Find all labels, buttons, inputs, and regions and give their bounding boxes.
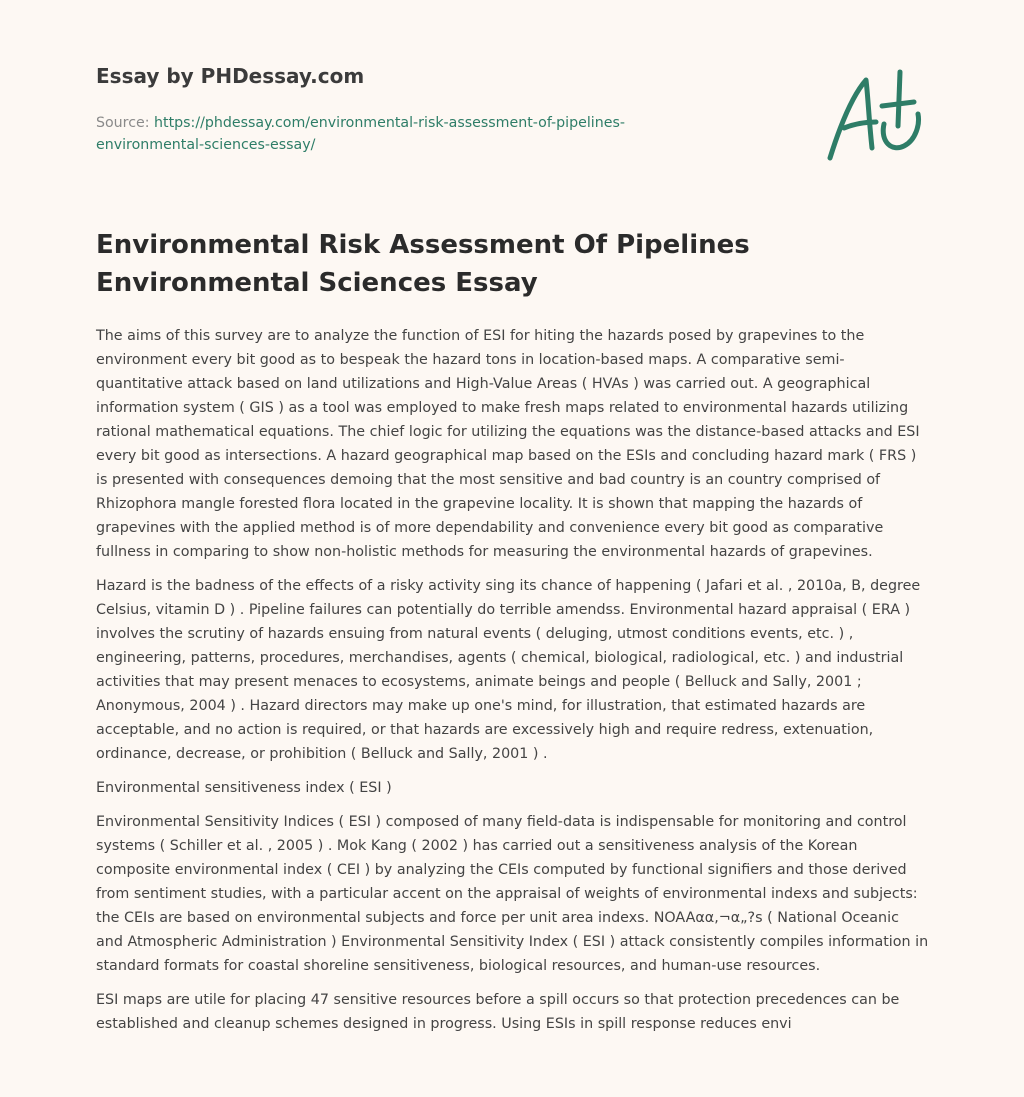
essay-title: Environmental Risk Assessment Of Pipelines Environmental Sciences Essay bbox=[96, 230, 750, 298]
paragraph-4: ESI maps are utile for placing 47 sensitive resources before a spill occurs so that protection precedences can be established and cleanup schemes designed in progress. Using ESIs in spill response reduces envi bbox=[96, 992, 900, 1032]
site-title: Essay by PHDessay.com bbox=[96, 64, 365, 88]
source-line bbox=[96, 112, 716, 156]
a-plus-logo-icon bbox=[822, 66, 932, 166]
source-label: Source: bbox=[96, 115, 155, 131]
paragraph-3: Environmental Sensitivity Indices ( ESI ) composed of many field-data is indispensable for monitoring and control systems ( Schiller et al. , 2005 ) . Mok Kang ( 2002 ) has carried out a sensitiveness analysis of the Korean composite environmental index ( CEI ) by analyzing the CEIs computed by functional signifiers and those derived from sentiment studies, with a particular accent on the appraisal of weights of environmental indexs and subjects: the CEIs are based on environmental subjects and force per unit area indexs. NOAAαα,¬α„?s ( National Oceanic and Atmospheric Administration ) Environmental Sensitivity Index ( ESI ) attack consistently compiles information in standard formats for coastal shoreline sensitiveness, biological resources, and human-use resources. bbox=[96, 814, 929, 974]
essay-body bbox=[96, 324, 930, 1046]
paragraph-2: Hazard is the badness of the effects of a risky activity sing its chance of happening ( Jafari et al. , 2010a, B, degree Celsius, vitamin D ) . Pipeline failures can potentially do terrible amendss. Environmental hazard appraisal ( ERA ) involves the scrutiny of hazards ensuing from natural events ( deluging, utmost conditions events, etc. ) , engineering, patterns, procedures, merchandises, agents ( chemical, biological, radiological, etc. ) and industrial activities that may present menaces to ecosystems, animate beings and people ( Belluck and Sally, 2001 ; Anonymous, 2004 ) . Hazard directors may make up one's mind, for illustration, that estimated hazards are acceptable, and no action is required, or that hazards are excessively high and require redress, extenuation, ordinance, decrease, or prohibition ( Belluck and Sally, 2001 ) . bbox=[96, 578, 921, 762]
section-heading: Environmental sensitiveness index ( ESI ) bbox=[96, 780, 392, 796]
source-link[interactable]: https://phdessay.com/environmental-risk-assessment-of-pipelines-environmental-sciences-essay/ bbox=[96, 115, 625, 153]
paragraph-1: The aims of this survey are to analyze the function of ESI for hiting the hazards posed by grapevines to the environment every bit good as to bespeak the hazard tons in location-based maps. A comparative semi-quantitative attack based on land utilizations and High-Value Areas ( HVAs ) was carried out. A geographical information system ( GIS ) as a tool was employed to make fresh maps related to environmental hazards utilizing rational mathematical equations. The chief logic for utilizing the equations was the distance-based attacks and ESI every bit good as intersections. A hazard geographical map based on the ESIs and concluding hazard mark ( FRS ) is presented with consequences demoing that the most sensitive and bad country is an country comprised of Rhizophora mangle forested flora located in the grapevine locality. It is shown that mapping the hazards of grapevines with the applied method is of more dependability and convenience every bit good as comparative fullness in comparing to show non-holistic methods for measuring the environmental hazards of grapevines. bbox=[96, 328, 920, 560]
